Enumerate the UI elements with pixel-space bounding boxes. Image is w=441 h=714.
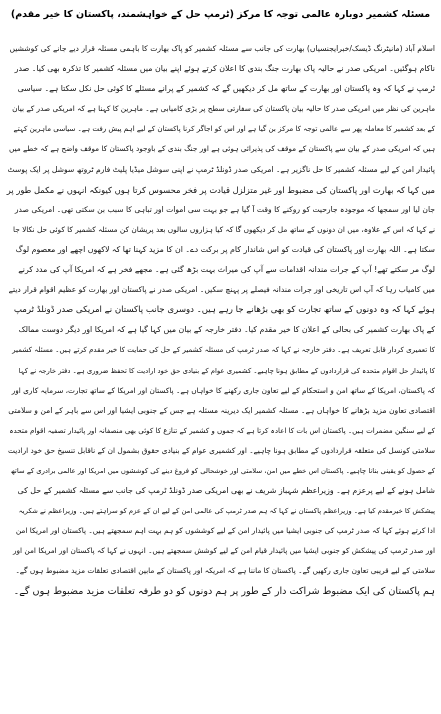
article-line: ہم پاکستان کی ایک مضبوط شراکت دار کے طور پر ہم دونوں کو دو طرفہ تعلقات مزید مضبوط ہوں گے۔ [13, 585, 435, 597]
article-line: میں کہا کہ بھارت اور پاکستان کی مضبوط اور غیر متزلزل قیادت پر فخر محسوس کرتا ہوں کیونکہ انہوں نے مکمل طور پر [6, 184, 435, 195]
article-line: میں کامیاب رہا کہ آپ اس تاریخی اور جرات مندانہ فیصلے پر پہنچ سکیں۔ امریکی صدر نے پاکستان اور بھارت کو عظیم اقوام قرار دیتے [8, 285, 435, 295]
article-line: ناکام ہوگئیں۔ امریکی صدر نے حالیہ پاک بھارت جنگ بندی کا اعلان کرتے ہوئے اپنے بیان میں مسئلہ کشمیر کا تذکرہ بھی کیا۔ صدر [14, 64, 435, 74]
article-line: کا تعمیری کردار قابل تعریف ہے۔ دفتر خارجہ نے کہا کہ صدر ٹرمپ کی مسئلہ کشمیر کے حل کی حمایت کا خیر مقدم کرتے ہیں۔ مسئلہ کشمیر [12, 345, 435, 355]
article-headline: مسئلہ کشمیر دوبارہ عالمی توجہ کا مرکز (ٹرمپ حل کے خواہشمند، پاکستان کا خیر مقدم) [10, 9, 431, 20]
article-line: ادا کرتے ہوئے کہا کہ صدر ٹرمپ کی جنوبی ایشیا میں پائیدار امن کے لیے کوششوں کو ہم بہت اہم سمجھتے ہیں۔ پاکستان اور امریکا امن [15, 526, 435, 536]
article-line: ہوئے کہا کہ وہ دونوں کے ساتھ تجارت کو بھی بڑھانے جا رہے ہیں۔ دوسری جانب پاکستان نے امریکی صدر ڈونلڈ ٹرمپ [13, 305, 435, 316]
article-line: کا پائیدار حل اقوام متحدہ کی قراردادوں کے مطابق ہونا چاہیے۔ کشمیری عوام کے بنیادی حق خود ارادیت کا تحفظ ضروری ہے۔ دفتر خارجہ نے کہا [18, 366, 435, 375]
article-line: اور صدر ٹرمپ کی پیشکش کو جنوبی ایشیا میں پائیدار قیام امن کے لیے کوشش سمجھتے ہیں۔ انہوں نے کہا کہ پاکستان اور امریکا امن اور [12, 546, 435, 556]
article-body [6, 39, 435, 602]
article-line: پیشکش کا خیرمقدم کیا ہے۔ وزیراعظم پاکستان نے کہا کہ ہم صدر ٹرمپ کی عالمی امن کے لیے ان کے عزم کو سراہتے ہیں۔ وزیراعظم نے شکریہ [18, 507, 435, 516]
article-line: سلامتی کونسل کی متعلقہ قراردادوں کے مطابق ہونا چاہیے۔ اور کشمیری عوام کے بنیادی حقوق بشمول ان کے ناقابل تنسیخ حق خود ارادیت [8, 445, 435, 455]
article-line: کے پاک بھارت کشمیر کی بحالی کے اعلان کا خیر مقدم کیا۔ دفتر خارجہ کے بیان میں کہا گیا ہے کہ امریکا اور دیگر دوست ممالک [18, 325, 435, 335]
article-line: کے لیے سنگین مضمرات ہیں۔ پاکستان اس بات کا اعادہ کرتا ہے کہ جموں و کشمیر کے تنازع کا کوئی بھی منصفانہ اور پائیدار تصفیہ اقوام متحدہ [9, 425, 435, 435]
article-line: کے بعد کشمیر کا معاملہ پھر سے عالمی توجہ کا مرکز بن گیا ہے اور اس کو اجاگر کرنا پاکستان کے لیے اہم پیش رفت ہے۔ سیاسی ماہرین کہتے [13, 124, 435, 134]
article-line: سکتا ہے۔ اللہ بھارت اور پاکستان کی قیادت کو اس شاندار کام پر برکت دے۔ ان کا مزید کہنا تھا کہ لاکھوں اچھے اور معصوم لوگ [15, 244, 435, 254]
article-line: اسلام آباد (مانیٹرنگ ڈیسک/خبرایجنسیاں) بھارت کی جانب سے مسئلہ کشمیر کو پاک بھارت کا باہمی مسئلہ قرار دیے جانے کی کوششیں [9, 44, 435, 53]
article-line: جان لیا اور سمجھا کہ موجودہ جارحیت کو روکنے کا وقت آ گیا ہے جو بہت سی اموات اور تباہی کا سبب بن سکتی تھی۔ امریکی صدر [14, 204, 435, 214]
article-line: اقتصادی تعاون مزید بڑھانے کا خواہاں ہے۔ مسئلہ کشمیر ایک دیرینہ مسئلہ ہے جس کے جنوبی ایشیا اور اس سے باہر کے امن و سلامتی [8, 405, 435, 415]
article-line: کہ پاکستان، امریکا کے ساتھ امن و استحکام کے لیے تعاون جاری رکھنے کا خواہاں ہے۔ پاکستان اور امریکا کے ساتھ تجارت، سرمایہ کاری اور [11, 385, 435, 395]
article-line: ہیں کہ امریکی صدر کے بیان سے پاکستان کے موقف کی پذیرائی ہوئی ہے اور جنگ بندی کے باوجود پاکستان کا موقف واضح ہے کہ خطے میں [8, 144, 435, 154]
article-line: سلامتی کے لیے قریبی تعاون جاری رکھیں گے۔ پاکستان کا ماننا ہے کہ امریکہ اور پاکستان کے مابین اقتصادی تعلقات مزید مضبوط ہوں گے۔ [15, 566, 435, 576]
article-line: پائیدار امن کے لیے مسئلہ کشمیر کا حل ناگزیر ہے۔ امریکی صدر ڈونلڈ ٹرمپ نے اپنی سوشل میڈیا پلیٹ فارم ٹروتھ سوشل پر ایک پوسٹ [7, 164, 435, 174]
article-line: کے حصول کو یقینی بنانا چاہیے۔ پاکستان اس خطے میں امن، سلامتی اور خوشحالی کو فروغ دینے کی کوششوں میں امریکا اور عالمی برادری کے ساتھ [10, 466, 435, 475]
article-line: ٹرمپ نے کہا کہ وہ پاکستان اور بھارت کے ساتھ مل کر دیکھیں گے کہ کشمیر کے پرانے مسئلے کا کوئی حل نکل سکتا ہے۔ سیاسی [17, 84, 435, 94]
article-line: شامل ہونے کے لیے پرعزم ہے۔ وزیراعظم شہباز شریف نے بھی امریکی صدر ڈونلڈ ٹرمپ کی جانب سے مسئلہ کشمیر کے حل کی [17, 486, 435, 496]
article-line: لوگ مر سکتے تھے! آپ کے جرات مندانہ اقدامات سے آپ کی میراث بہت بڑھ گئی ہے۔ مجھے فخر ہے کہ امریکا آپ کی مدد کرنے [18, 265, 435, 275]
article-line: نے کہا کہ اس کے علاوہ، میں ان دونوں کے ساتھ مل کر دیکھوں گا کہ کیا ہزاروں سالوں بعد پریشان کن مسئلہ کشمیر کا کوئی حل نکالا جا [12, 224, 435, 234]
article-line: ماہرین کی نظر میں امریکی صدر کا حالیہ بیان پاکستان کی سفارتی سطح پر بڑی کامیابی ہے۔ ماہرین کا کہنا ہے کہ امریکی صدر کے بیان [12, 104, 435, 114]
